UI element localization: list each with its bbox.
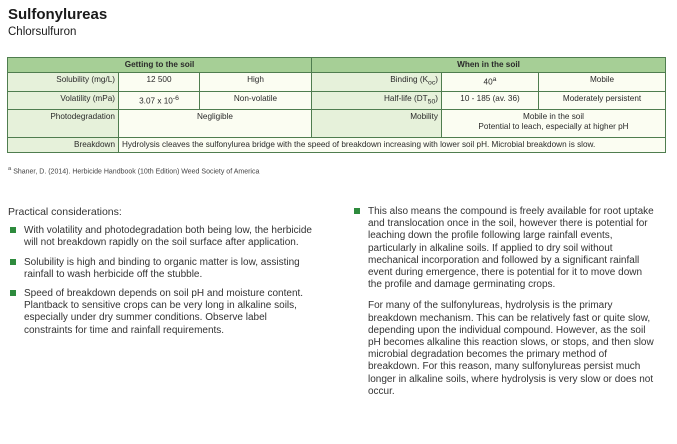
binding-label: Binding $(K_{oc})$ — [312, 73, 442, 92]
green-square-bullet-icon — [10, 227, 16, 233]
half-life-rating: Moderately persistent — [539, 91, 666, 110]
table-header-row — [8, 58, 666, 73]
header-getting-to-soil: Getting to the soil — [8, 58, 312, 73]
soil-properties-table — [7, 57, 666, 153]
table-row — [8, 138, 666, 153]
compound-name: Chlorsulfuron — [8, 26, 77, 38]
header-when-in-soil: When in the soil — [312, 58, 666, 73]
practical-left-column — [8, 206, 318, 344]
solubility-rating: High — [200, 73, 312, 92]
breakdown-value: Hydrolysis cleaves the sulfonylurea bridge with the speed of breakdown increasing with lower soil pH. Microbial breakdown is slow. — [119, 138, 666, 153]
breakdown-label: Breakdown — [8, 138, 119, 153]
volatility-rating: Non-volatile — [200, 91, 312, 110]
list-item: Speed of breakdown depends on soil pH and moisture content. Plantback to sensitive crops can be very long in alkaline soils, especially under dry summer conditions. Observe label constraints for time and rainfall requirements. — [8, 288, 318, 337]
practical-right-column — [352, 206, 657, 398]
mobility-label: Mobility — [312, 110, 442, 138]
table-row — [8, 91, 666, 110]
volatility-value: 3.07 x $10^{-6}$ — [119, 91, 200, 110]
list-item: Solubility is high and binding to organic matter is low, assisting rainfall to wash herbicide off the stubble. — [8, 257, 318, 281]
hydrolysis-paragraph: For many of the sulfonylureas, hydrolysis is the primary breakdown mechanism. This can be relatively fast or quite slow, depending upon the individual compound. However, as the soil pH becomes alkaline this reaction slows, or stops, and then slow microbial degradation becomes the primary method of breakdown. For this reason, many sulfonylureas persist much longer in alkaline soils, where hydrolysis is very slow or does not occur. — [368, 300, 654, 397]
half-life-label: Half-life $(DT_{50})$ — [312, 91, 442, 110]
practical-heading: Practical considerations: — [8, 206, 122, 218]
table-row — [8, 73, 666, 92]
page-title: Sulfonylureas — [8, 6, 108, 23]
binding-rating: Mobile — [539, 73, 666, 92]
binding-value: 40$^a$ — [442, 73, 539, 92]
green-square-bullet-icon — [10, 290, 16, 296]
volatility-label: Volatility (mPa) — [8, 91, 119, 110]
solubility-label: Solubility (mg/L) — [8, 73, 119, 92]
list-item: This also means the compound is freely available for root uptake and translocation once in the soil, however there is potential for leaching down the profile following large rainfall events, particularly in alkaline soils. If applied to dry soil without mechanical incorporation and followed by a significant rainfall event during emergence, there is potential for it to move down the profile and damage germinating crops. — [352, 206, 657, 291]
mobility-value: Mobile in the soil Potential to leach, especially at higher pH — [442, 110, 666, 138]
green-square-bullet-icon — [10, 259, 16, 265]
table-row — [8, 110, 666, 138]
photodegradation-label: Photodegradation — [8, 110, 119, 138]
green-square-bullet-icon — [354, 208, 360, 214]
footnote: $^a$ Shaner, D. (2014). Herbicide Handbook (10th Edition) Weed Society of America — [8, 166, 260, 176]
half-life-value: 10 - 185 (av. 36) — [442, 91, 539, 110]
photodegradation-value: Negligible — [119, 110, 312, 138]
list-item: With volatility and photodegradation both being low, the herbicide will not breakdown rapidly on the soil surface after application. — [8, 225, 318, 249]
solubility-value: 12 500 — [119, 73, 200, 92]
